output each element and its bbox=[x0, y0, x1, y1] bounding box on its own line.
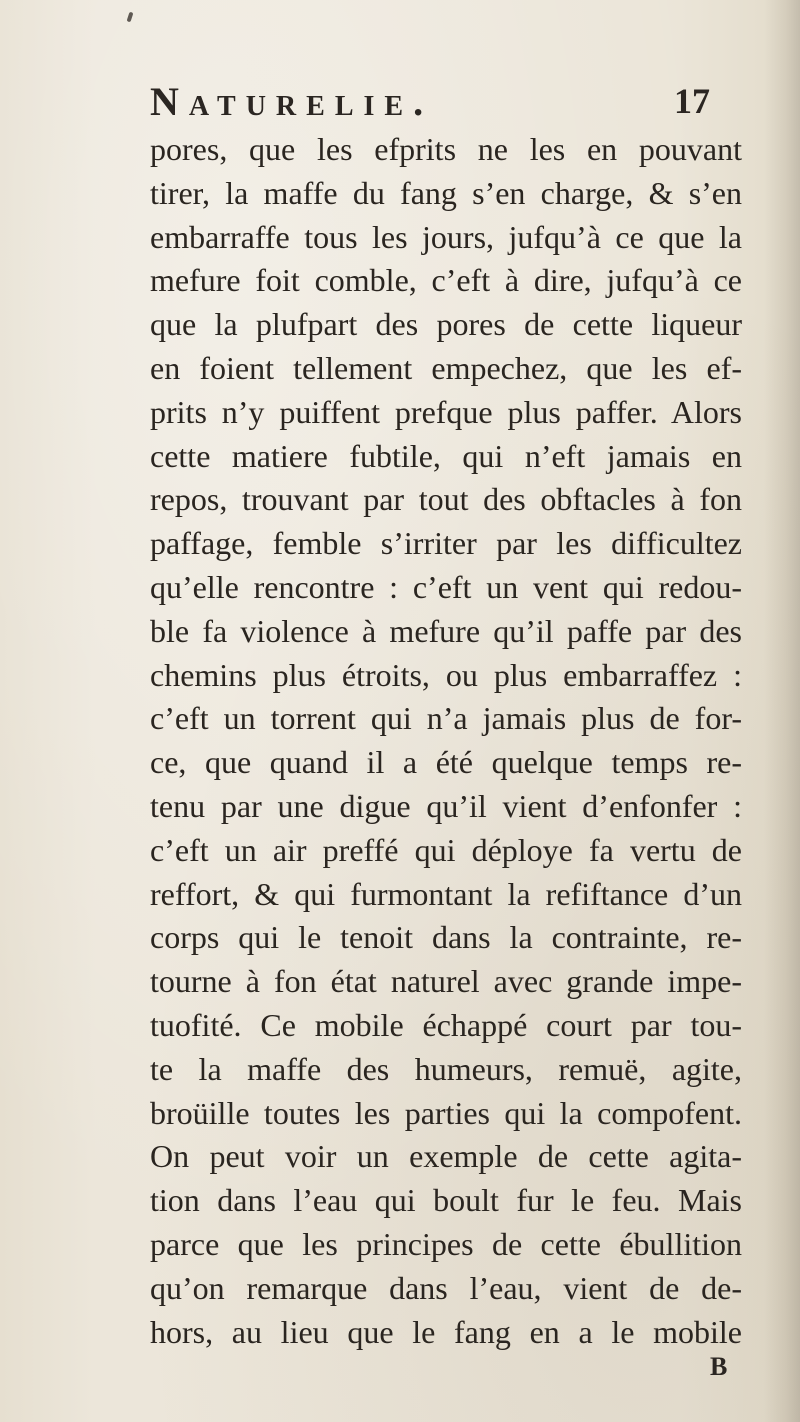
page-number: 17 bbox=[674, 81, 710, 121]
body-text bbox=[150, 128, 742, 1354]
text-line: hors, au lieu que le fang en a le mobile bbox=[150, 1313, 742, 1350]
text-line: pores, que les efprits ne les en pouvant bbox=[150, 131, 742, 167]
text-line: prits n’y puiffent prefque plus paffer. Alors bbox=[150, 393, 742, 430]
text-line: que la plufpart des pores de cette liqueur bbox=[150, 306, 742, 343]
text-line: chemins plus étroits, ou plus embarraffez : bbox=[150, 656, 742, 693]
running-title: Naturelie. bbox=[150, 79, 434, 124]
text-line: reffort, & qui furmontant la refiftance d’un bbox=[150, 875, 742, 912]
text-line: tourne à fon état naturel avec grande impe- bbox=[150, 963, 742, 1000]
text-line: repos, trouvant par tout des obftacles à fon bbox=[150, 481, 742, 518]
text-line: tuofité. Ce mobile échappé court par tou- bbox=[150, 1006, 742, 1043]
text-line: tirer, la maffe du fang s’en charge, & s’en bbox=[150, 174, 742, 211]
text-line: embarraffe tous les jours, jufqu’à ce que la bbox=[150, 218, 742, 255]
text-line: parce que les principes de cette ébullition bbox=[150, 1225, 742, 1262]
text-line: qu’elle rencontre : c’eft un vent qui redou- bbox=[150, 568, 742, 605]
text-line: On peut voir un exemple de cette agita- bbox=[150, 1138, 742, 1175]
text-line: cette matiere fubtile, qui n’eft jamais en bbox=[150, 437, 742, 474]
text-line: te la maffe des humeurs, remuë, agite, bbox=[150, 1050, 742, 1087]
text-line: c’eft un torrent qui n’a jamais plus de for- bbox=[150, 700, 742, 737]
text-line: ble fa violence à mefure qu’il paffe par des bbox=[150, 612, 742, 649]
text-line: tenu par une digue qu’il vient d’enfonfer : bbox=[150, 787, 742, 824]
text-line: c’eft un air preffé qui déploye fa vertu de bbox=[150, 831, 742, 868]
text-line: broüille toutes les parties qui la compofent. bbox=[150, 1094, 742, 1131]
signature-mark: B bbox=[710, 1352, 728, 1381]
ink-speck bbox=[127, 12, 134, 23]
text-line: corps qui le tenoit dans la contrainte, re- bbox=[150, 919, 742, 956]
text-line: paffage, femble s’irriter par les difficultez bbox=[150, 525, 742, 562]
page-gutter-shadow bbox=[764, 0, 800, 1422]
text-line: ce, que quand il a été quelque temps re- bbox=[150, 744, 742, 781]
text-line: qu’on remarque dans l’eau, vient de de- bbox=[150, 1269, 742, 1306]
text-line: tion dans l’eau qui boult fur le feu. Mais bbox=[150, 1182, 742, 1219]
page-header bbox=[150, 78, 710, 128]
text-line: mefure foit comble, c’eft à dire, jufqu’à ce bbox=[150, 262, 742, 299]
text-line: en foient tellement empechez, que les ef- bbox=[150, 349, 742, 386]
